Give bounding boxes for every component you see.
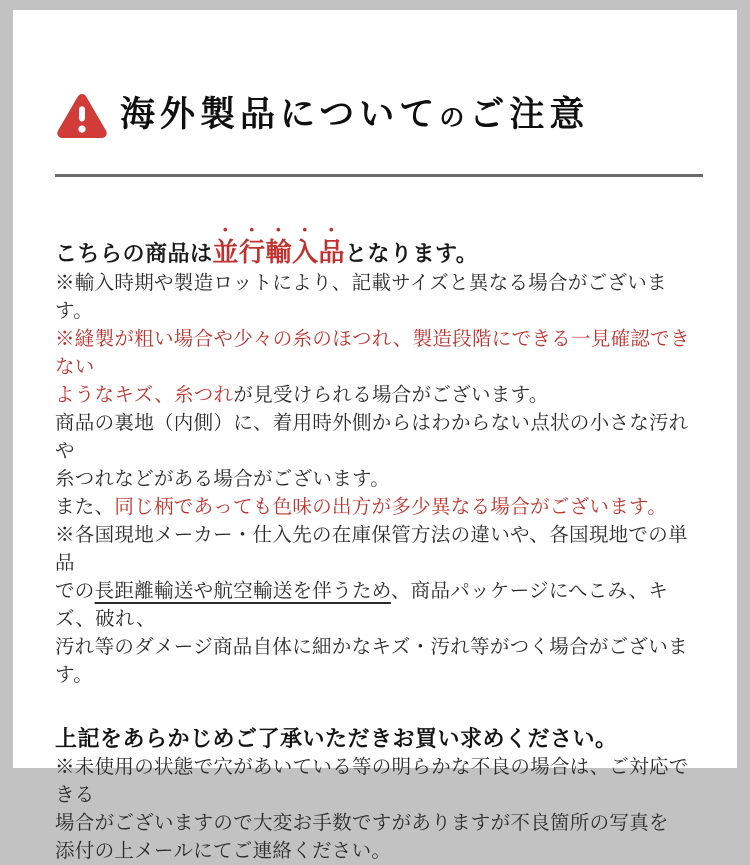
- note-shipping-line1: ※各国現地メーカー・仕入先の在庫保管方法の違いや、各国現地での単品: [55, 524, 688, 575]
- note-shipping-line3: 汚れ等のダメージ商品自体に細かなキズ・汚れ等がつく場合がございます。: [55, 636, 688, 687]
- page-title-trailing: ご注意: [469, 95, 590, 135]
- note-quality: [55, 325, 703, 521]
- note-size-line1: ※輸入時期や製造ロットにより、記載サイズと異なる場合がございます。: [55, 272, 667, 323]
- page-title-leading: 海外製品について: [120, 95, 440, 135]
- note-defect-line1: ※未使用の状態で穴があいている等の明らかな不良の場合は、ご対応できる: [55, 756, 689, 807]
- note-defect-line3: 添付の上メールにてご連絡ください。: [55, 840, 392, 863]
- note-shipping-line2-post: 、商品パッケージにへこみ、キズ、破れ、: [55, 580, 669, 631]
- intro-prefix: こちらの商品は: [55, 241, 213, 267]
- note-quality-line5-black: また、: [55, 496, 115, 519]
- intro-statement: [55, 222, 703, 269]
- notice-panel: [13, 10, 737, 863]
- note-shipping-line2-pre: での: [55, 580, 95, 603]
- note-quality-line4: 糸つれなどがある場合がございます。: [55, 468, 391, 491]
- closing-statement: [55, 722, 703, 753]
- note-quality-line3: 商品の裏地（内側）に、着用時外側からはわからない点状の小さな汚れや: [55, 412, 689, 463]
- note-quality-line5-red: 同じ柄であっても色味の出方が多少異なる場合がございます。: [114, 496, 668, 519]
- note-quality-red-run2: ようなキズ、糸つれ: [55, 384, 234, 407]
- note-defect-contact: [55, 753, 703, 865]
- note-shipping: [55, 521, 703, 689]
- notice-header: [55, 72, 703, 159]
- page-title: [120, 95, 589, 135]
- closing-line1: 上記をあらかじめご了承いただきお買い求めください。: [55, 726, 618, 752]
- warning-triangle-icon: [55, 92, 109, 140]
- note-quality-black-run1: が見受けられる場合がございます。: [233, 384, 549, 407]
- note-size-difference: [55, 269, 703, 325]
- note-quality-red-run1: ※縫製が粗い場合や少々の糸のほつれ、製造段階にできる一見確認できない: [55, 328, 690, 379]
- note-defect-line2: 場合がございますので大変お手数ですがありますが不良箇所の写真を: [55, 812, 669, 835]
- parallel-import-highlight: 並行輸入品: [212, 237, 346, 268]
- note-shipping-underlined-phrase: 長距離輸送や航空輸送を伴うため: [94, 580, 391, 603]
- title-divider: [55, 174, 703, 177]
- intro-suffix: となります。: [345, 241, 479, 267]
- page-title-small-particle: の: [439, 104, 470, 133]
